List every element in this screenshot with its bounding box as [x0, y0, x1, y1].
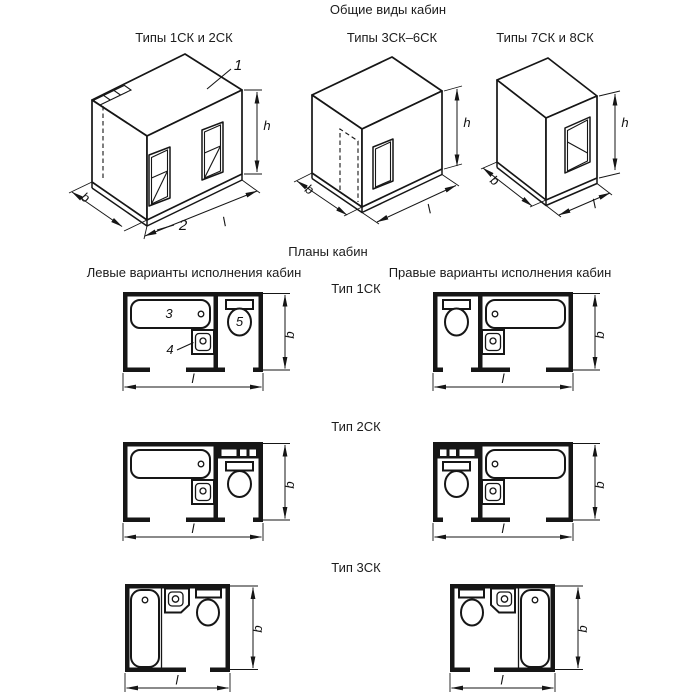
plan-type-2sk-left [100, 430, 300, 555]
svg-text:l: l [589, 196, 599, 212]
cabin-box [312, 57, 442, 213]
dimension-l [123, 371, 263, 391]
svg-text:b: b [250, 625, 265, 633]
svg-text:l: l [501, 371, 505, 386]
dimension-b [230, 586, 265, 670]
toilet [459, 590, 484, 626]
sink [165, 589, 189, 613]
svg-text:h: h [263, 118, 271, 133]
mirrored-layout [433, 292, 573, 372]
toilet [443, 300, 470, 336]
bathtub [131, 590, 159, 667]
plan-type-3sk-right [415, 577, 615, 700]
dimension-b [263, 444, 297, 521]
svg-text:l: l [501, 521, 505, 536]
svg-text:b: b [592, 331, 607, 339]
plan-type-1sk-right [410, 280, 610, 405]
svg-text:l: l [175, 672, 179, 688]
dimension-l [125, 673, 230, 693]
svg-text:l: l [191, 371, 195, 386]
svg-text:b: b [575, 625, 590, 633]
view1-title: Типы 1СК и 2СК [135, 30, 233, 45]
bathtub [131, 450, 210, 478]
dimension-l [433, 521, 573, 541]
toilet [226, 462, 253, 497]
svg-text:1: 1 [233, 57, 243, 74]
row-type-3sk-label: Тип 3СК [331, 560, 381, 575]
sink [192, 330, 214, 354]
mirrored-layout [433, 442, 573, 522]
mirrored-layout [450, 584, 555, 672]
svg-text:l: l [191, 521, 195, 536]
bathtub [486, 450, 565, 478]
svg-text:2: 2 [178, 217, 188, 234]
column-right-title: Правые варианты исполнения кабин [388, 265, 612, 280]
view3-title: Типы 7СК и 8СК [496, 30, 594, 45]
dimension-b [573, 444, 607, 521]
svg-text:b: b [282, 331, 297, 339]
callout-5: 5 [235, 314, 244, 329]
cabin-box [92, 54, 242, 226]
svg-text:l: l [220, 214, 229, 230]
svg-text:b: b [282, 481, 297, 489]
svg-text:b: b [487, 172, 503, 189]
dimension-b [263, 294, 297, 371]
dimension-h [599, 91, 629, 178]
bathtub [521, 590, 549, 667]
toilet [443, 462, 470, 497]
iso-view-types-1sk-2sk [60, 50, 280, 255]
row-type-2sk-label: Тип 2СК [331, 419, 381, 434]
plan-type-3sk-left [90, 577, 290, 700]
svg-text:4: 4 [166, 342, 174, 357]
column-left-title: Левые варианты исполнения кабин [86, 265, 302, 280]
page-title: Общие виды кабин [329, 2, 447, 17]
sink [192, 480, 214, 504]
dimension-l [433, 371, 573, 391]
callout-3: 3 [165, 306, 173, 321]
svg-text:h: h [463, 115, 471, 130]
view2-title: Типы 3СК–6СК [346, 30, 438, 45]
row-type-1sk-label: Тип 1СК [331, 281, 381, 296]
dimension-h [244, 90, 271, 174]
dimension-b [555, 586, 590, 670]
svg-text:b: b [302, 181, 317, 198]
plans-title: Планы кабин [288, 244, 368, 259]
callout-4 [166, 342, 193, 357]
iso-view-types-7sk-8sk [480, 55, 655, 225]
svg-text:h: h [621, 115, 629, 130]
dimension-b [573, 294, 607, 371]
dimension-h [444, 86, 471, 169]
vent-block [218, 447, 259, 459]
svg-text:l: l [500, 672, 504, 688]
svg-text:b: b [592, 481, 607, 489]
plan-type-1sk-left [100, 280, 300, 405]
cabin-box [497, 58, 597, 206]
sink [482, 480, 504, 504]
sink [491, 589, 515, 613]
bathtub [486, 300, 565, 328]
sink [482, 330, 504, 354]
vent-block [438, 447, 479, 459]
toilet [196, 590, 221, 626]
svg-text:l: l [424, 201, 434, 217]
iso-view-types-3sk-6sk [290, 55, 485, 235]
dimension-l [450, 673, 555, 693]
plan-type-2sk-right [410, 430, 610, 555]
svg-text:b: b [78, 189, 93, 206]
dimension-l [123, 521, 263, 541]
